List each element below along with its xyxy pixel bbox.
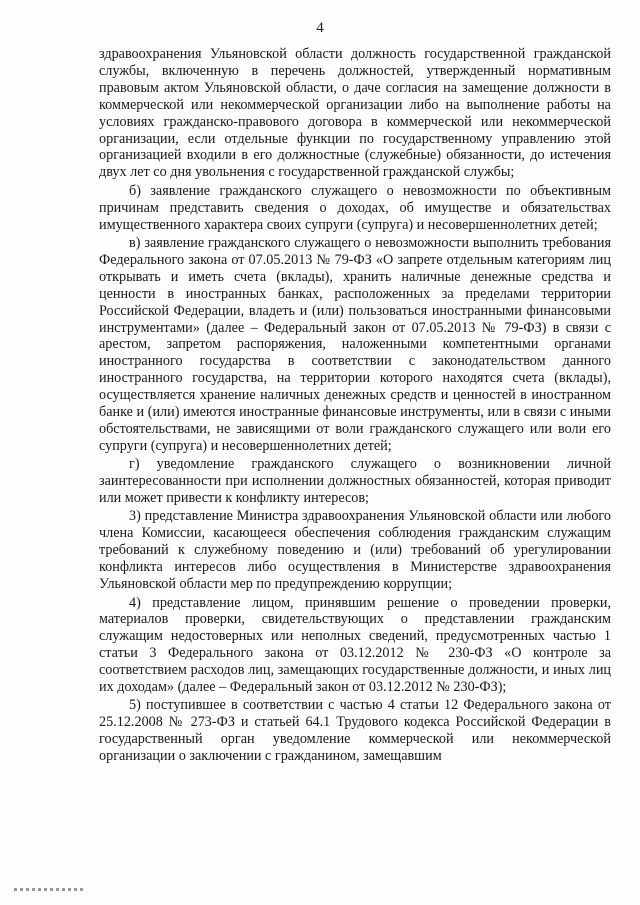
scan-artifact bbox=[14, 888, 84, 891]
page-number: 4 bbox=[316, 20, 324, 36]
paragraph-continuation: здравоохранения Ульяновской области должность государственной гражданской службы, включенную в перечень должностей, утвержденный нормативным правовым актом Ульяновской области, о даче согласия на замещение должности в коммерческой или некоммерческой организации либо на выполнение работы на условиях гражданско-правового договора в коммерческой или некоммерческой организации, если отдельные функции по государственному управлению этой организацией входили в его должностные (служебные) обязанности, до истечения двух лет со дня увольнения с государственной гражданской службы; bbox=[99, 46, 611, 181]
paragraph-item-4: 4) представление лицом, принявшим решение о проведении проверки, материалов проверки, свидетельствующих о представлении гражданским служащим недостоверных или неполных сведений, предусмотренных частью 1 статьи 3 Федерального закона от 03.12.2012 № 230-ФЗ «О контроле за соответствием расходов лиц, замещающих государственные должности, и иных лиц их доходам» (далее – Федеральный закон от 03.12.2012 № 230-ФЗ); bbox=[99, 594, 611, 696]
paragraph-item-g: г) уведомление гражданского служащего о возникновении личной заинтересованности при исполнении должностных обязанностей, которая приводит или может привести к конфликту интересов; bbox=[99, 456, 611, 507]
document-body bbox=[99, 46, 611, 767]
paragraph-item-3: 3) представление Министра здравоохранения Ульяновской области или любого члена Комиссии, касающееся обеспечения соблюдения гражданским служащим требований к служебному поведению и (или) требований об урегулировании конфликта интересов либо осуществления в Министерстве здравоохранения Ульяновской области мер по предупреждению коррупции; bbox=[99, 508, 611, 593]
paragraph-item-5: 5) поступившее в соответствии с частью 4 статьи 12 Федерального закона от 25.12.2008 № 273-ФЗ и статьей 64.1 Трудового кодекса Российской Федерации в государственный орган уведомление коммерческой или некоммерческой организации о заключении с гражданином, замещавшим bbox=[99, 697, 611, 765]
paragraph-item-b: б) заявление гражданского служащего о невозможности по объективным причинам представить сведения о доходах, об имуществе и обязательствах имущественного характера своих супруги (супруга) и несовершеннолетних детей; bbox=[99, 182, 611, 233]
paragraph-item-v: в) заявление гражданского служащего о невозможности выполнить требования Федерального закона от 07.05.2013 № 79-ФЗ «О запрете отдельным категориям лиц открывать и иметь счета (вклады), хранить наличные денежные средства и ценности в иностранных банках, расположенных за пределами территории Российской Федерации, владеть и (или) пользоваться иностранными финансовыми инструментами» (далее – Федеральный закон от 07.05.2013 № 79-ФЗ) в связи с арестом, запретом распоряжения, наложенными компетентными органами иностранного государства в соответствии с законодательством данного иностранного государства, на территории которого находятся счета (вклады), осуществляется хранение наличных денежных средств и ценностей в иностранном банке и (или) имеются иностранные финансовые инструменты, или в связи с иными обстоятельствами, не зависящими от воли гражданского служащего или воли его супруги (супруга) и несовершеннолетних детей; bbox=[99, 234, 611, 454]
